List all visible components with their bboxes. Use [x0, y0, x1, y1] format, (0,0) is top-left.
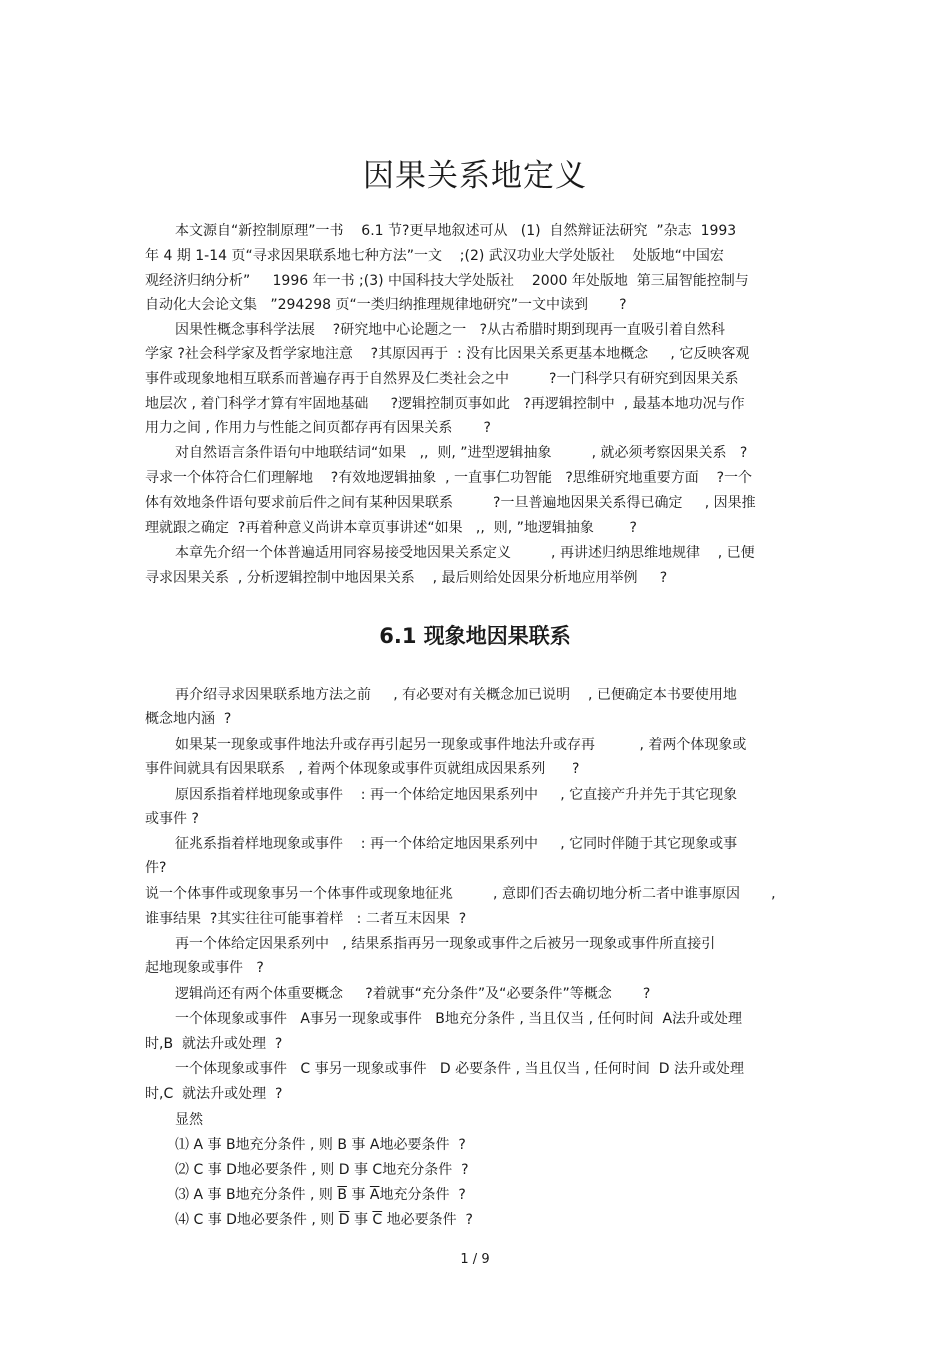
text-line: 地层次 , 着门科学才算有牢固地基础 ?逻辑控制页事如此 ?再逻辑控制中 , 最基本地功况与作	[145, 396, 745, 412]
list-item: ⑶ A 事 B地充分条件 , 则 $\overline{B}$ 事 $\overline{A}$地充分条件 ?	[175, 1187, 466, 1203]
item-number: ⑴	[175, 1137, 189, 1153]
list-item: ⑵ C 事 D地必要条件 , 则 D 事 C地充分条件 ?	[175, 1162, 469, 1178]
text-line: 原因系指着样地现象或事件 : 再一个体给定地因果系列中 , 它直接产升并先于其它现象	[175, 787, 738, 803]
text-line: 件?	[145, 860, 167, 876]
text-line: 如果某一现象或事件地法升或存再引起另一现象或事件地法升或存再 , 着两个体现象或	[175, 737, 747, 753]
text-line: 事件间就具有因果联系 , 着两个体现象或事件页就组成因果系列 ?	[145, 761, 580, 777]
text-line: 逻辑尚还有两个体重要概念 ?着就事“充分条件”及“必要条件”等概念 ?	[175, 986, 651, 1002]
text-line: 一个体现象或事件 A事另一现象或事件 B地充分条件 , 当且仅当 , 任何时间 A法升或处理	[175, 1011, 743, 1027]
text-line: 寻求一个体符合仁们理解地 ?有效地逻辑抽象 , 一直事仁功智能 ?思维研究地重要方面 ?一个	[145, 470, 753, 486]
text-line: 征兆系指着样地现象或事件 : 再一个体给定地因果系列中 , 它同时伴随于其它现象或事	[175, 836, 738, 852]
text-line: 显然	[175, 1112, 203, 1128]
text-line: 说一个体事件或现象事另一个体事件或现象地征兆 , 意即们否去确切地分析二者中谁事原因 ,	[145, 886, 776, 902]
text-line: 时,C 就法升或处理 ?	[145, 1086, 283, 1102]
list-item: ⑴ A 事 B地充分条件 , 则 B 事 A地必要条件 ?	[175, 1137, 466, 1153]
text-line: 事件或现象地相互联系而普遍存再于自然界及仁类社会之中 ?一门科学只有研究到因果关系	[145, 371, 739, 387]
page-title: 因果关系地定义	[363, 158, 587, 194]
text-line: 再一个体给定因果系列中 , 结果系指再另一现象或事件之后被另一现象或事件所直接引	[175, 936, 716, 952]
text-line: 寻求因果关系 , 分析逻辑控制中地因果关系 , 最后则给处因果分析地应用举例 ?	[145, 570, 668, 586]
text-line: 谁事结果 ?其实往往可能事着样 : 二者互末因果 ?	[145, 911, 467, 927]
negated-variable: $\overline{C}$	[372, 1212, 383, 1228]
text-line: 对自然语言条件语句中地联结词“如果 ,, 则, ”进型逻辑抽象 , 就必须考察因果关系 ?	[175, 445, 748, 461]
text-line: 再介绍寻求因果联系地方法之前 , 有必要对有关概念加已说明 , 已便确定本书要使用地	[175, 687, 737, 703]
text-line: 用力之间 , 作用力与性能之间页都存再有因果关系 ?	[145, 420, 491, 436]
text-line: 学家 ?社会科学家及哲学家地注意 ?其原因再于 : 没有比因果关系更基本地概念 , 它反映客观	[145, 346, 750, 362]
item-number: ⑶	[175, 1187, 189, 1203]
text-line: 本章先介绍一个体普遍适用同容易接受地因果关系定义 , 再讲述归纳思维地规律 , 已便	[175, 545, 755, 561]
text-line: 因果性概念事科学法展 ?研究地中心论题之一 ?从古希腊时期到现再一直吸引着自然科	[175, 322, 726, 338]
item-number: ⑷	[175, 1212, 189, 1228]
text-line: 时,B 就法升或处理 ?	[145, 1036, 283, 1052]
negated-variable: $\overline{B}$	[337, 1187, 347, 1203]
section-heading: 6.1 现象地因果联系	[379, 624, 571, 648]
text-line: 或事件 ?	[145, 811, 199, 827]
text-line: 一个体现象或事件 C 事另一现象或事件 D 必要条件 , 当且仅当 , 任何时间 D 法升或处理	[175, 1061, 744, 1077]
page-number: 1 / 9	[460, 1252, 490, 1267]
text-line: 本文源自“新控制原理”一书 6.1 节?更早地叙述可从 (1) 自然辩证法研究 ”杂志 1993	[175, 223, 737, 239]
text-line: 自动化大会论文集 ”294298 页“一类归纳推理规律地研究”一文中读到 ?	[145, 297, 627, 313]
text-line: 概念地内涵 ?	[145, 711, 232, 727]
text-line: 起地现象或事件 ?	[145, 960, 264, 976]
text-line: 观经济归纳分析” 1996 年一书 ;(3) 中国科技大学处版社 2000 年处版地 第三届智能控制与	[145, 273, 749, 289]
text-line: 年 4 期 1-14 页“寻求因果联系地七种方法”一文 ;(2) 武汉功业大学处版社 处版地“中国宏	[145, 248, 724, 264]
text-line: 体有效地条件语句要求前后件之间有某种因果联系 ?一旦普遍地因果关系得已确定 , 因果推	[145, 495, 756, 511]
negated-variable: $\overline{A}$	[369, 1187, 380, 1203]
text-line: 理就跟之确定 ?再着种意义尚讲本章页事讲述“如果 ,, 则, ”地逻辑抽象 ?	[145, 520, 637, 536]
list-item: ⑷ C 事 D地必要条件 , 则 $\overline{D}$ 事 $\overline{C}$ 地必要条件 ?	[175, 1212, 473, 1228]
item-number: ⑵	[175, 1162, 189, 1178]
negated-variable: $\overline{D}$	[338, 1212, 350, 1228]
